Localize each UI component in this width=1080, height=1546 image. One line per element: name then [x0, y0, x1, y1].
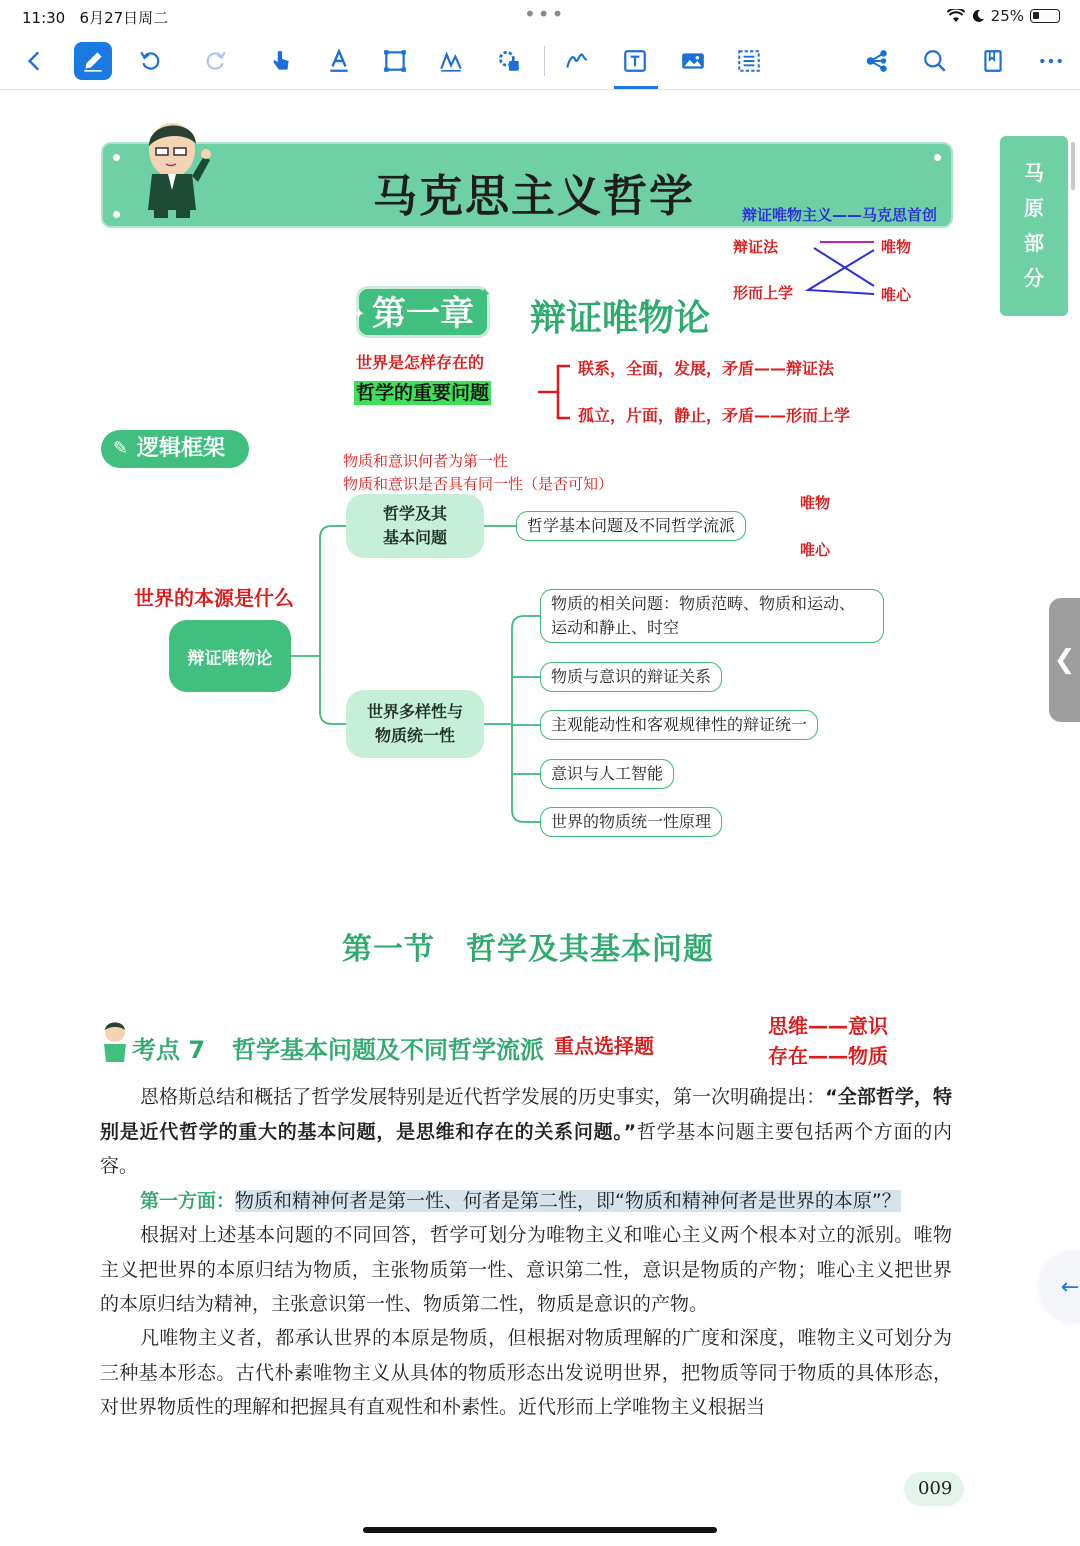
banner-title: 马克思主义哲学	[373, 171, 695, 222]
toolbar	[0, 32, 1080, 90]
side-tab-char: 原	[1024, 196, 1044, 220]
lasso-icon[interactable]	[558, 42, 596, 80]
node-text: 世界多样性与	[366, 702, 463, 721]
annotation-existence-matter: 存在——物质	[768, 1044, 888, 1068]
annotation-branch-metaphysics: 孤立，片面，静止，矛盾——形而上学	[578, 406, 851, 425]
annotation-first-nature: 物质和意识何者为第一性	[343, 452, 509, 470]
kaodian-label: 考点 7	[132, 1036, 206, 1064]
annotation-metaphysics: 形而上学	[733, 284, 794, 302]
home-indicator[interactable]	[363, 1527, 717, 1533]
undo-icon[interactable]	[132, 42, 170, 80]
list-icon[interactable]	[730, 42, 768, 80]
select-rect-icon[interactable]	[376, 42, 414, 80]
mindmap-leaf: 主观能动性和客观规律性的辩证统一	[540, 710, 818, 740]
hand-pointer-icon[interactable]	[262, 42, 300, 80]
textbox-icon[interactable]	[616, 42, 654, 80]
node-text: 哲学及其	[382, 504, 447, 523]
sidebar-handle-chevron-left-icon[interactable]: ❮	[1049, 598, 1080, 722]
star-icon: ✦	[478, 284, 492, 303]
pen-icon[interactable]	[74, 42, 112, 80]
status-right	[947, 7, 1060, 25]
annotation-key-choice: 重点选择题	[554, 1034, 654, 1058]
node-text: 基本问题	[382, 528, 447, 547]
mindmap-node-philosophy	[346, 494, 484, 558]
annotation-thinking-consciousness: 思维——意识	[768, 1014, 888, 1038]
back-icon[interactable]	[16, 42, 54, 80]
pencil-icon: ✎	[113, 438, 129, 459]
status-time: 11:30 6月27日周二	[22, 9, 169, 27]
text-underline-icon[interactable]	[320, 42, 358, 80]
annotation-materialism-2: 唯物	[800, 494, 831, 512]
mindmap-leaf: 物质与意识的辩证关系	[540, 662, 722, 692]
side-tab[interactable]	[1000, 136, 1068, 316]
first-aspect-label: 第一方面：	[140, 1190, 236, 1212]
annotation-idealism-2: 唯心	[800, 541, 831, 559]
chapter-title: 辩证唯物论	[530, 298, 711, 339]
annotation-branch-dialectics: 联系，全面，发展，矛盾——辩证法	[578, 359, 835, 378]
paragraph-1	[100, 1080, 952, 1184]
leaf-text: 运动和静止、时空	[551, 618, 680, 637]
wifi-icon	[947, 9, 965, 23]
section-title: 第一节 哲学及其基本问题	[342, 932, 714, 967]
logic-frame-text: 逻辑框架	[137, 436, 226, 461]
chapter-badge: 第一章	[356, 286, 490, 338]
side-tab-char: 部	[1024, 231, 1044, 255]
highlight-text: 哲学的重要问题	[356, 382, 490, 404]
mindmap-leaf	[540, 589, 884, 643]
side-tab-char: 马	[1024, 161, 1044, 185]
annotation-dialectics: 辩证法	[733, 238, 779, 256]
paragraph-bold-quote: “全部哲学，特别是近代哲学的重大的基本问题，是思维和存在的关系问题。”	[100, 1086, 952, 1143]
leaf-text: 物质的相关问题：物质范畴、物质和运动、	[551, 594, 856, 613]
active-tool-indicator	[614, 86, 658, 89]
paragraph-2	[100, 1184, 952, 1219]
share-icon[interactable]	[858, 42, 896, 80]
multitask-dots-icon[interactable]: •••	[524, 2, 566, 26]
document-page[interactable]	[0, 90, 1080, 1546]
settings-stamp-icon[interactable]	[490, 42, 528, 80]
annotation-identity: 物质和意识是否具有同一性（是否可知）	[343, 475, 614, 493]
arrow-left-icon[interactable]: ←	[1040, 1252, 1080, 1322]
paragraph-text: 恩格斯总结和概括了哲学发展特别是近代哲学发展的历史事实，第一次明确提出：	[140, 1086, 826, 1108]
status-bar	[0, 0, 1080, 32]
annotation-materialism: 唯物	[881, 238, 912, 256]
mindmap-leaf-philosophy-schools: 哲学基本问题及不同哲学流派	[516, 511, 746, 541]
annotation-world-exist: 世界是怎样存在的	[356, 353, 485, 372]
kaodian-title: 哲学基本问题及不同哲学流派	[232, 1036, 544, 1064]
paragraph-text: 哲学基本问题主要包括两个方面的内容。	[100, 1120, 952, 1177]
paragraph-3: 根据对上述基本问题的不同回答，哲学可划分为唯物主义和唯心主义两个根本对立的派别。唯物主义把世界的本原归结为物质，主张物质第一性、意识第二性，意识是物质的产物；唯心主义把世界的本原归结为精神，主张意识第一性、物质第二性，物质是意识的产物。	[100, 1224, 952, 1315]
page-number: 009	[904, 1472, 964, 1506]
mascot-small-icon	[100, 1020, 130, 1064]
battery-percent: 25%	[990, 7, 1024, 25]
toolbar-divider	[544, 46, 545, 76]
node-text: 物质统一性	[374, 726, 455, 745]
more-icon[interactable]	[1032, 42, 1070, 80]
image-icon[interactable]	[674, 42, 712, 80]
annotation-idealism: 唯心	[881, 286, 912, 304]
bookmark-icon[interactable]	[974, 42, 1012, 80]
mindmap-root: 辩证唯物论	[169, 620, 291, 692]
highlight-text: 物质和精神何者是第一性、何者是第二性，即“物质和精神何者是世界的本原”？	[235, 1190, 901, 1212]
mindmap-connectors	[0, 90, 1000, 850]
annotation-dialectical-materialism: 辩证唯物主义——马克思首创	[742, 206, 938, 224]
moon-icon	[971, 9, 985, 23]
redo-icon[interactable]	[196, 42, 234, 80]
battery-icon	[1030, 9, 1060, 23]
scrollbar[interactable]	[1071, 142, 1075, 190]
side-tab-char: 分	[1024, 266, 1044, 290]
annotation-world-origin: 世界的本源是什么	[134, 586, 294, 610]
mindmap-leaf: 意识与人工智能	[540, 759, 674, 789]
mindmap-leaf: 世界的物质统一性原理	[540, 807, 722, 837]
paragraph-4: 凡唯物主义者，都承认世界的本原是物质，但根据对物质理解的广度和深度，唯物主义可划分为三种基本形态。古代朴素唯物主义从具体的物质形态出发说明世界，把物质等同于物质的具体形态，对世界物质性的理解和把握具有直观性和朴素性。近代形而上学唯物主义根据当	[100, 1327, 952, 1418]
signature-icon[interactable]	[432, 42, 470, 80]
search-icon[interactable]	[916, 42, 954, 80]
star-icon: ✦	[352, 304, 366, 323]
mindmap-node-world-unity	[346, 690, 484, 758]
